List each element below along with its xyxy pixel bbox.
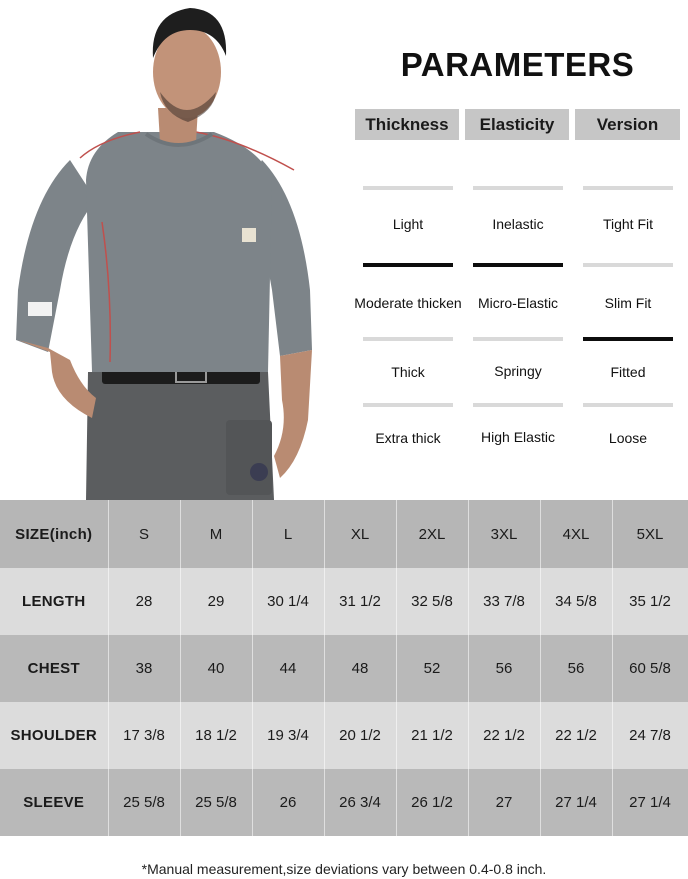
table-cell: 27 1/4 [612,769,688,836]
size-label: M [180,500,252,568]
table-cell: 38 [108,635,180,702]
chest-pocket-label [242,228,256,242]
table-cell: 48 [324,635,396,702]
size-label: L [252,500,324,568]
left-hand [18,340,96,418]
size-label: 3XL [468,500,540,568]
model-photo [0,0,330,500]
table-cell: 56 [540,635,612,702]
param-option: Extra thick [375,430,441,446]
table-cell: 33 7/8 [468,568,540,635]
table-cell: 20 1/2 [324,702,396,769]
size-header-row [0,500,688,568]
param-option: Moderate thicken [354,295,462,311]
param-bar-selected [473,263,563,267]
table-cell: 22 1/2 [540,702,612,769]
table-cell: 28 [108,568,180,635]
table-cell: 56 [468,635,540,702]
table-cell: 27 1/4 [540,769,612,836]
row-label: LENGTH [0,568,108,635]
table-row-length [0,568,688,635]
table-row-sleeve [0,769,688,836]
table-cell: 18 1/2 [180,702,252,769]
table-cell: 27 [468,769,540,836]
table-cell: 25 5/8 [180,769,252,836]
table-cell: 26 1/2 [396,769,468,836]
param-bar [363,403,453,407]
table-cell: 26 3/4 [324,769,396,836]
table-cell: 40 [180,635,252,702]
param-option: Loose [608,430,648,446]
row-label: SHOULDER [0,702,108,769]
param-bar [473,337,563,341]
param-bar [583,186,673,190]
table-cell: 35 1/2 [612,568,688,635]
table-cell: 21 1/2 [396,702,468,769]
row-label: CHEST [0,635,108,702]
param-bar-selected [363,263,453,267]
table-row-shoulder [0,702,688,769]
model-figure [0,0,330,500]
table-cell: 29 [180,568,252,635]
param-header-elasticity: Elasticity [465,109,569,140]
param-option: Slim Fit [604,295,652,311]
sleeve-label [28,302,52,316]
size-label: XL [324,500,396,568]
param-option: Micro-Elastic [477,295,559,311]
param-header-version: Version [575,109,680,140]
cargo-pocket [226,420,272,495]
param-option: Thick [391,364,425,380]
size-label: 2XL [396,500,468,568]
size-corner-label: SIZE(inch) [0,500,108,568]
shirt [86,132,272,372]
size-label: S [108,500,180,568]
table-cell: 26 [252,769,324,836]
table-cell: 32 5/8 [396,568,468,635]
table-cell: 19 3/4 [252,702,324,769]
table-cell: 30 1/4 [252,568,324,635]
measurement-footnote: *Manual measurement,size deviations vary between 0.4-0.8 inch. [141,861,547,877]
param-option: Fitted [610,364,646,380]
table-cell: 34 5/8 [540,568,612,635]
size-label: 4XL [540,500,612,568]
table-cell: 17 3/8 [108,702,180,769]
param-option: Inelastic [492,216,544,232]
row-label: SLEEVE [0,769,108,836]
param-bar [473,403,563,407]
table-cell: 44 [252,635,324,702]
param-bar [583,263,673,267]
table-cell: 52 [396,635,468,702]
param-bar [583,403,673,407]
table-cell: 60 5/8 [612,635,688,702]
table-cell: 24 7/8 [612,702,688,769]
param-option: Springy [494,363,542,379]
patch-icon [250,463,268,481]
param-header-thickness: Thickness [355,109,459,140]
size-label: 5XL [612,500,688,568]
table-cell: 25 5/8 [108,769,180,836]
param-option: High Elastic [481,429,555,445]
param-bar [473,186,563,190]
param-bar [363,186,453,190]
right-hand [274,350,312,478]
size-chart-table [0,500,688,836]
table-row-chest [0,635,688,702]
left-sleeve [16,160,96,352]
table-cell: 31 1/2 [324,568,396,635]
param-bar-selected [583,337,673,341]
param-bar [363,337,453,341]
param-option: Tight Fit [602,216,654,232]
table-cell: 22 1/2 [468,702,540,769]
param-option: Light [392,216,424,232]
parameters-title: PARAMETERS [400,46,635,83]
